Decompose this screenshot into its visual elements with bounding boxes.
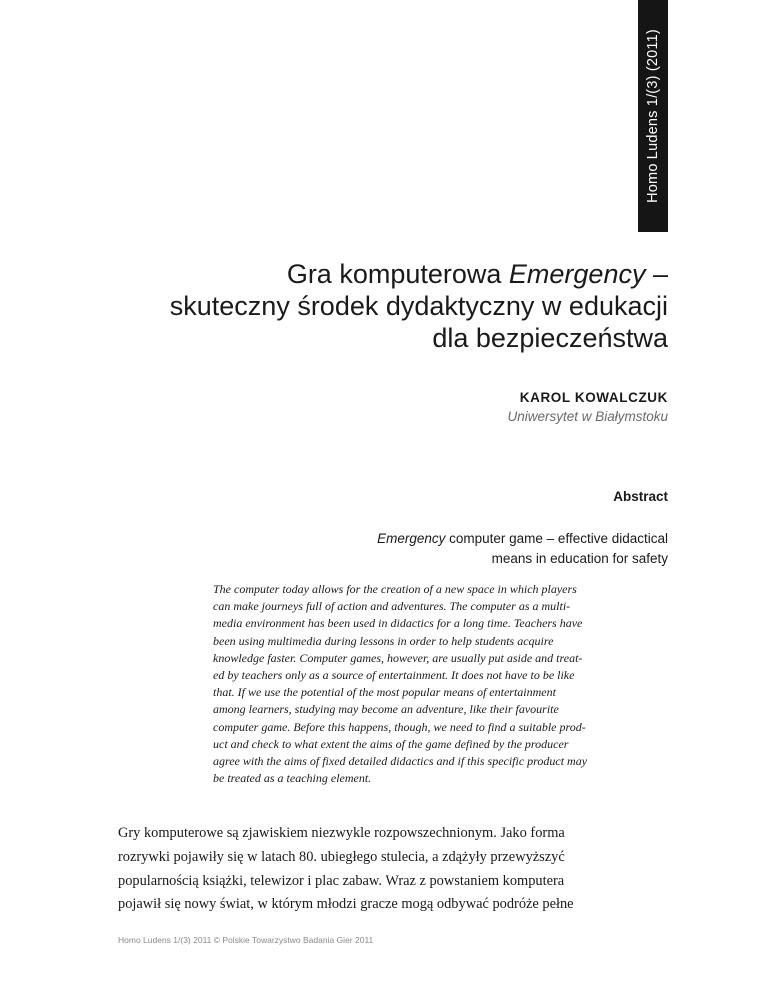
title-line-3: dla bezpieczeństwa xyxy=(432,323,668,353)
abstract-line: computer game. Before this happens, though, we need to find a suitable prod- xyxy=(213,719,586,734)
title-line-2: skuteczny środek dydaktyczny w edukacji xyxy=(169,291,668,321)
abstract-line: been using multimedia during lessons in order to help students acquire xyxy=(213,633,554,648)
title-line-1-prefix: Gra komputerowa xyxy=(286,259,509,289)
journal-tab-label: Homo Ludens 1/(3) (2011) xyxy=(645,29,661,203)
article-title xyxy=(108,258,668,354)
page-footer: Homo Ludens 1/(3) 2011 © Polskie Towarzystwo Badania Gier 2011 xyxy=(118,935,374,945)
title-line-1-emphasis: Emergency xyxy=(508,259,646,289)
abstract-line: be treated as a teaching element. xyxy=(213,771,372,786)
abstract-line: media environment has been used in didactics for a long time. Teachers have xyxy=(213,616,583,631)
english-title-line-1 xyxy=(308,529,668,549)
title-line-1 xyxy=(108,258,668,290)
body-line: popularnością książki, telewizor i plac zabaw. Wraz z powstaniem komputera xyxy=(118,872,565,889)
abstract-line: that. If we use the potential of the most popular means of entertainment xyxy=(213,685,556,700)
abstract-line: ed by teachers only as a source of entertainment. It does not have to be like xyxy=(213,668,575,683)
author-name: KAROL KOWALCZUK xyxy=(519,390,668,405)
abstract-line: agree with the aims of fixed detailed didactics and if this specific product may xyxy=(213,754,588,769)
english-title xyxy=(308,529,668,569)
abstract-line: The computer today allows for the creation of a new space in which players xyxy=(213,582,577,596)
abstract-heading: Abstract xyxy=(613,489,668,504)
body-line: pojawił się nowy świat, w którym młodzi gracze mogą odbywać podróże pełne xyxy=(118,896,574,913)
abstract-line: knowledge faster. Computer games, however, are usually put aside and treat- xyxy=(213,650,583,665)
body-paragraph xyxy=(118,822,678,917)
abstract-line: uct and check to what extent the aims of the game defined by the producer xyxy=(213,736,569,751)
abstract-line: among learners, studying may become an adventure, like their favourite xyxy=(213,702,559,717)
english-title-line-2: means in education for safety xyxy=(491,551,668,566)
body-line: Gry komputerowe są zjawiskiem niezwykle rozpowszechnionym. Jako forma xyxy=(118,825,565,841)
english-title-line-1-rest: computer game – effective didactical xyxy=(445,531,668,546)
abstract-text xyxy=(213,581,673,787)
body-line: rozrywki pojawiły się w latach 80. ubiegłego stulecia, a zdążyły przewyższyć xyxy=(118,848,565,865)
english-title-emphasis: Emergency xyxy=(377,531,446,546)
journal-side-tab xyxy=(638,0,668,232)
title-line-1-suffix: – xyxy=(645,259,668,289)
author-affiliation: Uniwersytet w Białymstoku xyxy=(507,409,668,424)
abstract-line: can make journeys full of action and adventures. The computer as a multi- xyxy=(213,599,571,614)
